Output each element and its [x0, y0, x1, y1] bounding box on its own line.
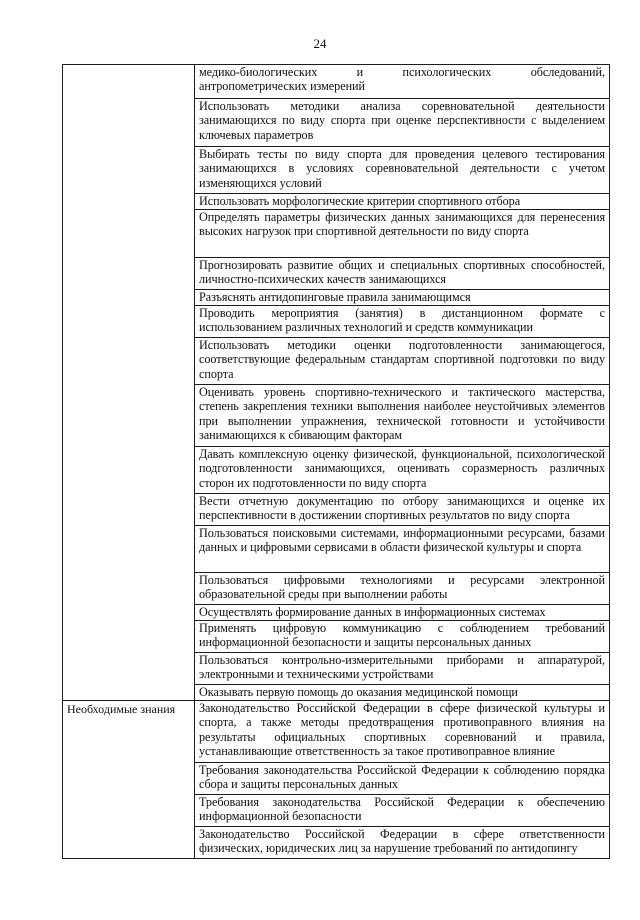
table-cell: [195, 65, 610, 99]
list-item: Законодательство Российской Федерации в сфере физической культуры и спорта, а также методы предотвращения противоправного влияния на результаты официальных спортивных соревнований и правила, устанавливающие ответственность за такое противоправное влияние: [199, 701, 605, 758]
table-cell: [195, 621, 610, 653]
table-cell: [195, 763, 610, 795]
table-cell: [195, 258, 610, 290]
table-cell: [195, 194, 610, 210]
table-cell: [195, 494, 610, 526]
table-cell: [195, 685, 610, 701]
table-cell: [195, 526, 610, 573]
table-row: [63, 65, 610, 99]
table-cell: [195, 385, 610, 447]
list-item: Определять параметры физических данных занимающихся для перенесения высоких нагрузок при спортивной деятельности по виду спорта: [199, 210, 605, 239]
list-item: Давать комплексную оценку физической, функциональной, психологической подготовленности занимающихся, оценивать соразмерность различных сторон их подготовленности по виду спорта: [199, 447, 605, 490]
table-cell: [195, 306, 610, 338]
list-item: Осуществлять формирование данных в информационных системах: [199, 605, 546, 619]
list-item: Пользоваться цифровыми технологиями и ресурсами электронной образовательной среды при выполнении работы: [199, 573, 605, 602]
table-cell: [195, 338, 610, 385]
table-cell: [195, 795, 610, 827]
list-item: Использовать морфологические критерии спортивного отбора: [199, 194, 521, 208]
knowledge-label: Необходимые знания: [63, 701, 195, 859]
table-cell: [195, 447, 610, 494]
list-item: медико-биологических и психологических обследований, антропометрических измерений: [199, 65, 605, 94]
table-cell: [195, 290, 610, 306]
list-item: Прогнозировать развитие общих и специальных спортивных способностей, личностно-психических качеств занимающихся: [199, 258, 605, 287]
list-item: Оказывать первую помощь до оказания медицинской помощи: [199, 685, 518, 699]
page-number: 24: [313, 36, 327, 51]
list-item: Требования законодательства Российской Федерации к соблюдению порядка сбора и защиты персональных данных: [199, 763, 605, 792]
table-cell: [195, 147, 610, 194]
skills-label-cell: [63, 65, 195, 701]
list-item: Использовать методики оценки подготовленности занимающегося, соответствующие федеральным стандартам спортивной подготовки по виду спорта: [199, 338, 605, 381]
table-cell: [195, 573, 610, 605]
table-cell: [195, 210, 610, 258]
table-cell: [195, 99, 610, 147]
list-item: Законодательство Российской Федерации в сфере ответственности физических, юридических лиц за нарушение требований по антидопингу: [199, 827, 605, 856]
list-item: Пользоваться контрольно-измерительными приборами и аппаратурой, электронными и техническими устройствами: [199, 653, 605, 682]
list-item: Использовать методики анализа соревновательной деятельности занимающихся по виду спорта при оценке перспективности с выделением ключевых параметров: [199, 99, 605, 142]
list-item: Выбирать тесты по виду спорта для проведения целевого тестирования занимающихся в условиях соревновательной деятельности с учетом изменяющихся условий: [199, 147, 605, 190]
list-item: Оценивать уровень спортивно-технического и тактического мастерства, степень закрепления техники выполнения наиболее неустойчивых элементов при выполнении упражнения, технической готовности и устойчивости занимающихся к сбивающим факторам: [199, 385, 605, 442]
list-item: Проводить мероприятия (занятия) в дистанционном формате с использованием различных технологий и средств коммуникации: [199, 306, 605, 335]
competency-table: [62, 64, 610, 859]
list-item: Пользоваться поисковыми системами, информационными ресурсами, базами данных и цифровыми сервисами в области физической культуры и спорта: [199, 526, 605, 555]
list-item: Разъяснять антидопинговые правила занимающимся: [199, 290, 471, 304]
list-item: Применять цифровую коммуникацию с соблюдением требований информационной безопасности и защиты персональных данных: [199, 621, 605, 650]
table-cell: [195, 827, 610, 859]
list-item: Вести отчетную документацию по отбору занимающихся и оценке их перспективности в достижении спортивных результатов по виду спорта: [199, 494, 605, 523]
table-cell: [195, 701, 610, 763]
table-cell: [195, 653, 610, 685]
table-cell: [195, 605, 610, 621]
table-row: [63, 701, 610, 763]
list-item: Требования законодательства Российской Федерации к обеспечению информационной безопасности: [199, 795, 605, 824]
